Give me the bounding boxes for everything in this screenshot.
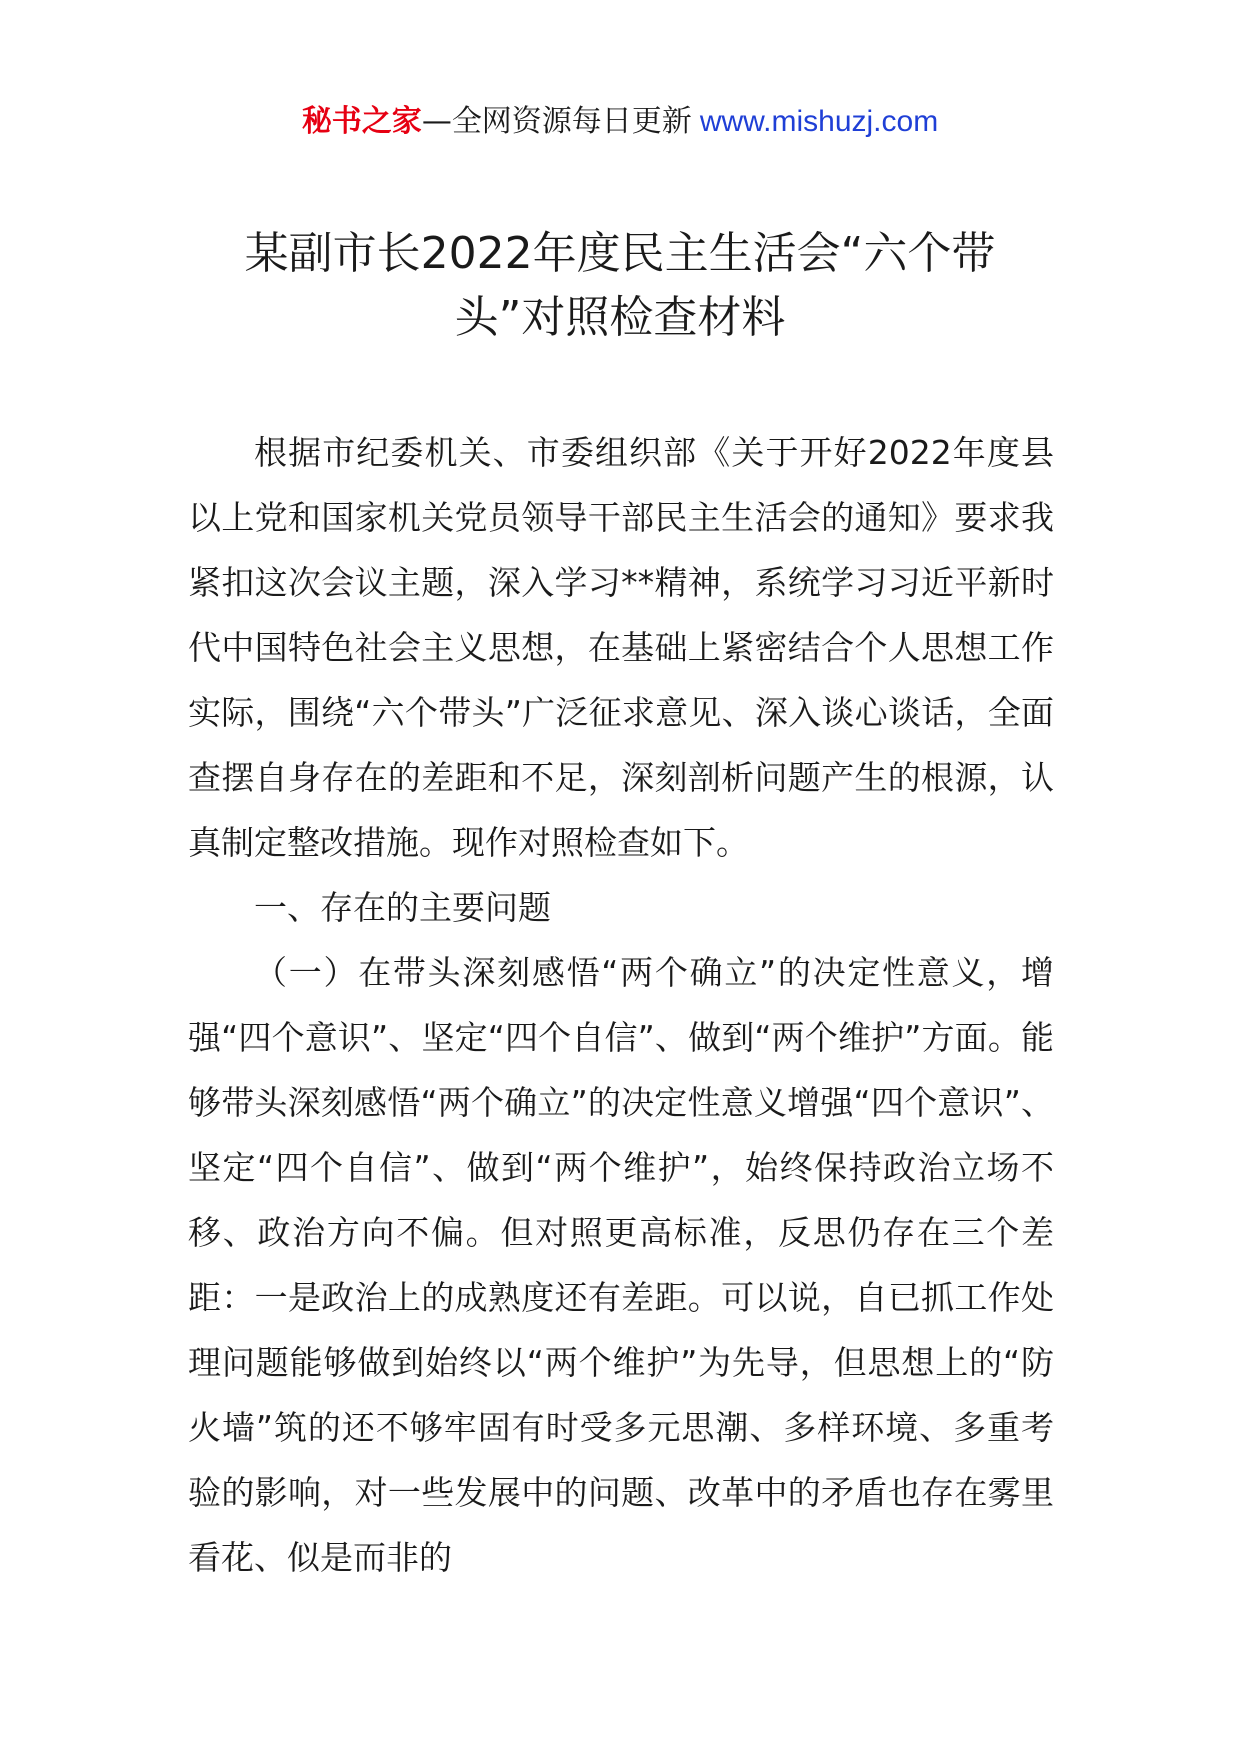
site-tagline: —全网资源每日更新 xyxy=(421,104,692,139)
section-heading: 一、存在的主要问题 xyxy=(254,888,551,927)
subsection-paragraph: （一）在带头深刻感悟“两个确立”的决定性意义，增强“四个意识”、坚定“四个自信”、做到“两个维护”方面。能够带头深刻感悟“两个确立”的决定性意义增强“四个意识”、坚定“四个自信”、做到“两个维护”，始终保持政治立场不移、政治方向不偏。但对照更高标准，反思仍存在三个差距：一是政治上的成熟度还有差距。可以说，自已抓工作处理问题能够做到始终以“两个维护”为先导，但思想上的“防火墙”筑的还不够牢固有时受多元思潮、多样环境、多重考验的影响，对一些发展中的问题、改革中的矛盾也存在雾里看花、似是而非的 xyxy=(188,953,1054,1577)
site-header xyxy=(0,102,1240,142)
intro-paragraph: 根据市纪委机关、市委组织部《关于开好2022年度县以上党和国家机关党员领导干部民主生活会的通知》要求我紧扣这次会议主题，深入学习**精神，系统学习习近平新时代中国特色社会主义思想，在基础上紧密结合个人思想工作实际，围绕“六个带头”广泛征求意见、深入谈心谈话，全面查摆自身存在的差距和不足，深刻剖析问题产生的根源，认真制定整改措施。现作对照检查如下。 xyxy=(188,433,1054,862)
document-title: 某副市长2022年度民主生活会“六个带头”对照检查材料 xyxy=(244,228,996,343)
document-body xyxy=(188,420,1054,1590)
brand-name: 秘书之家 xyxy=(301,104,422,139)
site-url-link[interactable]: www.mishuzj.com xyxy=(699,105,939,138)
